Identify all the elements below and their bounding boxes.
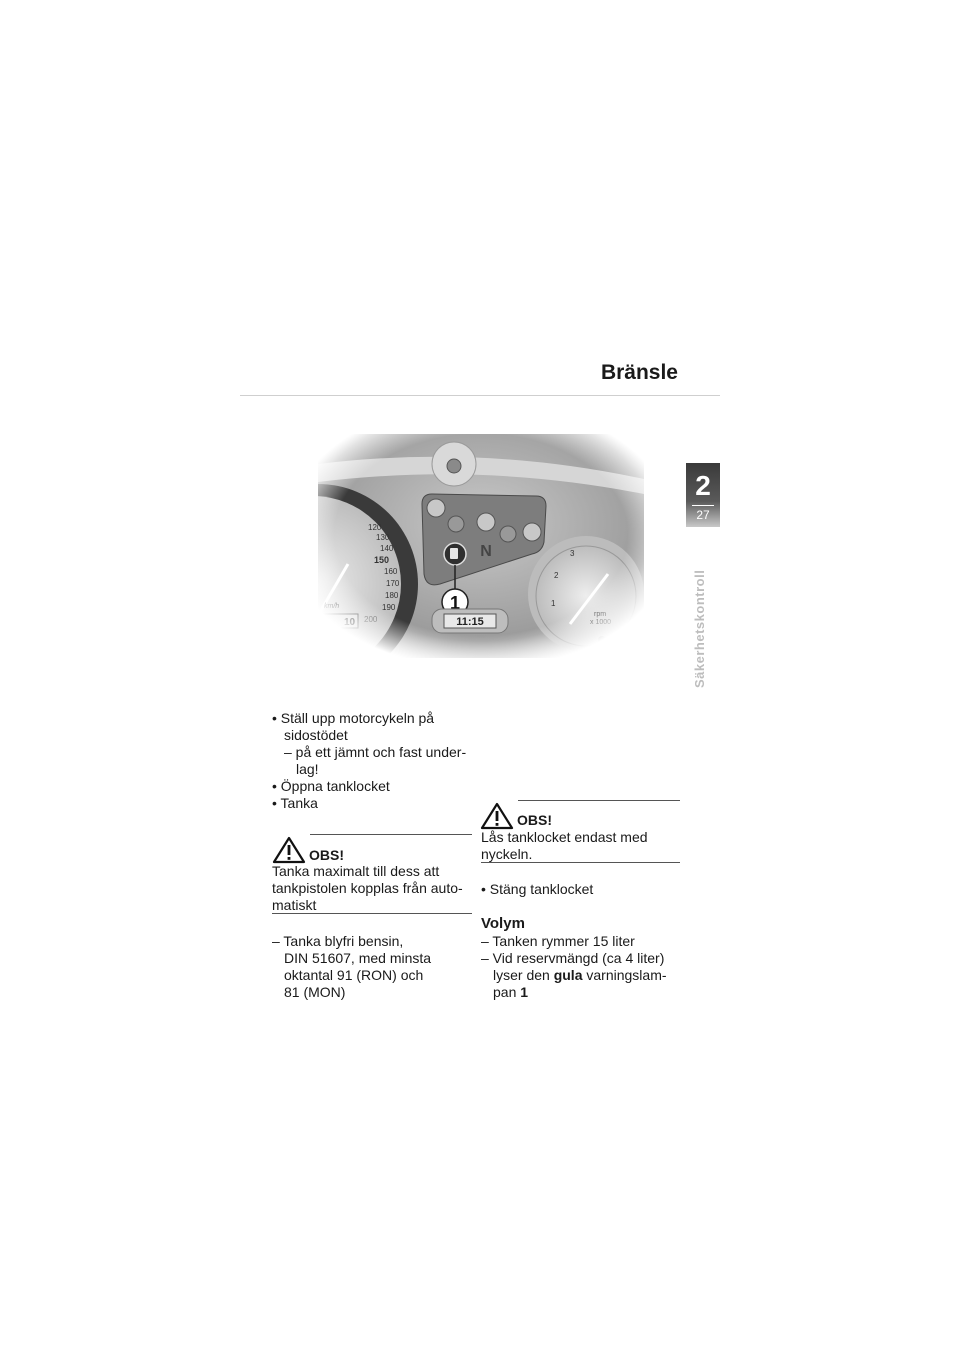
emphasis: gula (553, 967, 583, 983)
list-item-continued: 81 (MON) (284, 984, 346, 1000)
warning-line: nyckeln. (481, 846, 533, 862)
list-item: • Tanka (272, 795, 318, 811)
list-item: • Öppna tanklocket (272, 778, 390, 794)
header-rule (240, 395, 720, 396)
instrument-cluster-photo (318, 434, 644, 658)
warning-top-rule (518, 800, 680, 801)
list-item-continued: sidostödet (284, 727, 348, 743)
warning-top-rule (310, 834, 472, 835)
callout-reference: 1 (520, 984, 529, 1000)
list-item-continued: lyser den gula varningslam- (493, 967, 667, 983)
list-item-continued: oktantal 91 (RON) och (284, 967, 424, 983)
list-item: – Tanken rymmer 15 liter (481, 933, 635, 949)
list-item: • Ställ upp motorcykeln på (272, 710, 435, 726)
section-side-label: Säkerhetskontroll (692, 569, 707, 688)
list-item-continued: pan 1 (493, 984, 529, 1000)
warning-text (481, 829, 681, 863)
fuel-spec (272, 933, 478, 1001)
warning-line: matiskt (272, 897, 317, 913)
warning-title: OBS! (517, 812, 552, 828)
warning-text (272, 863, 472, 914)
list-item: • Stäng tanklocket (481, 881, 594, 897)
warning-bottom-rule (481, 862, 680, 863)
sub-list-item: – på ett jämnt och fast under- (284, 744, 467, 760)
warning-triangle-icon (272, 836, 306, 864)
warning-bottom-rule (272, 913, 472, 914)
chapter-divider (692, 505, 714, 506)
sub-list-item-continued: lag! (296, 761, 319, 777)
list-item-continued: DIN 51607, med minsta (284, 950, 432, 966)
chapter-number: 2 (695, 470, 711, 501)
warning-line: Lås tanklocket endast med (481, 829, 648, 845)
warning-line: Tanka maximalt till dess att (272, 863, 440, 879)
left-instructions (272, 710, 478, 812)
page-title: Bränsle (600, 361, 678, 384)
page-number: 27 (696, 508, 710, 522)
warning-title: OBS! (309, 847, 344, 863)
warning-line: tankpistolen kopplas från auto- (272, 880, 463, 896)
list-item: – Vid reservmängd (ca 4 liter) (481, 950, 665, 966)
volume-info (481, 933, 687, 1001)
section-heading: Volym (481, 915, 525, 932)
list-item: – Tanka blyfri bensin, (272, 933, 404, 949)
warning-triangle-icon (480, 802, 514, 830)
